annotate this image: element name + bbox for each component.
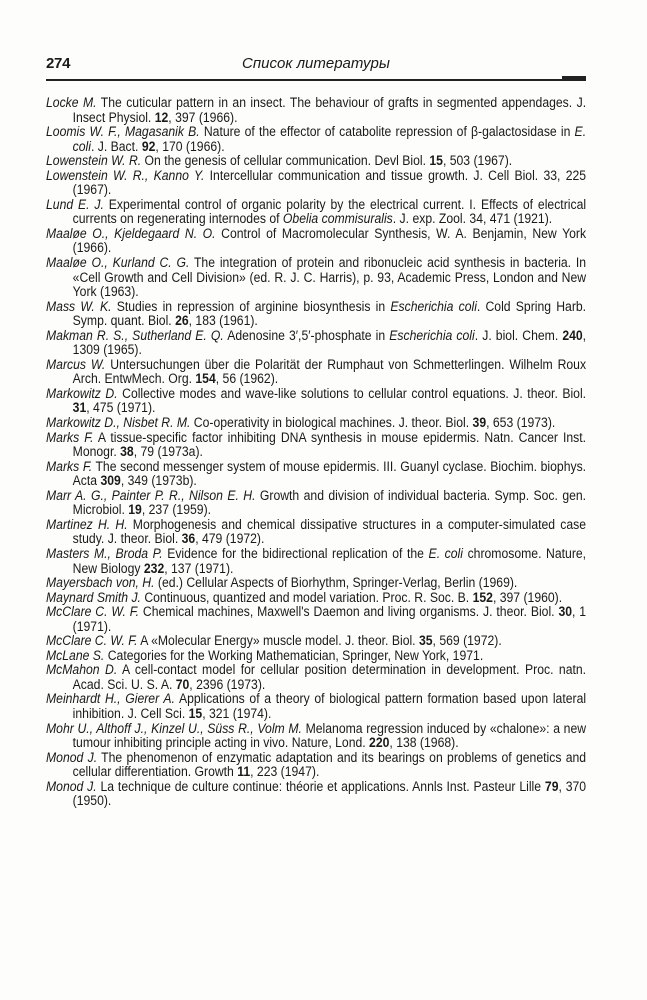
reference-text: , 223 (1947). xyxy=(250,764,320,781)
reference-entry xyxy=(46,387,586,416)
reference-authors: Maynard Smith J. xyxy=(46,589,141,606)
reference-authors: Mayersbach von, H. xyxy=(46,575,155,592)
reference-text: A tissue-specific factor inhibiting DNA synthesis in mouse epidermis. Natn. Cancer Inst. Monogr. xyxy=(72,429,587,461)
reference-authors: McLane S. xyxy=(46,647,105,664)
reference-authors: Masters M., Broda P. xyxy=(46,545,163,562)
reference-entry xyxy=(46,780,586,809)
reference-authors: Locke M. xyxy=(46,95,97,111)
reference-text: The integration of protein and ribonucleic acid synthesis in bacteria. In «Cell Growth and Cell Division» (ed. R. J. C. Harris), p. 93, Academic Press, London and New York (1963). xyxy=(72,255,587,301)
reference-volume: 70 xyxy=(175,676,190,693)
reference-entry xyxy=(46,591,586,606)
reference-volume: 154 xyxy=(195,371,216,388)
reference-authors: Monod J. xyxy=(46,749,98,766)
reference-volume: 240 xyxy=(562,327,583,344)
reference-text: Continuous, quantized and model variation. Proc. R. Soc. B. xyxy=(140,589,473,606)
page-header xyxy=(46,55,586,77)
reference-authors: Lowenstein W. R., Kanno Y. xyxy=(46,167,205,184)
reference-text: . Cold Spring Harb. Symp. quant. Biol. xyxy=(72,298,587,330)
reference-text: . J. exp. Zool. 34, 471 (1921). xyxy=(392,211,553,228)
reference-list xyxy=(46,96,586,809)
reference-text: Morphogenesis and chemical dissipative structures in a computer-simulated case study. J. theor. Biol. xyxy=(72,516,587,548)
reference-entry xyxy=(46,256,586,300)
reference-authors: McMahon D. xyxy=(46,662,118,679)
reference-entry xyxy=(46,547,586,576)
reference-entry xyxy=(46,96,586,125)
reference-text: (ed.) Cellular Aspects of Biorhythm, Springer-Verlag, Berlin (1969). xyxy=(154,575,518,592)
reference-volume: 92 xyxy=(141,138,156,155)
reference-authors: Lowenstein W. R. xyxy=(46,153,142,170)
reference-authors: Meinhardt H., Gierer A. xyxy=(46,691,175,708)
page-number: 274 xyxy=(46,55,71,72)
reference-volume: 19 xyxy=(128,502,142,519)
header-rule-ornament xyxy=(562,76,586,80)
reference-entry xyxy=(46,649,586,664)
reference-text: A «Molecular Energy» muscle model. J. theor. Biol. xyxy=(137,633,419,650)
reference-entry xyxy=(46,154,586,169)
reference-text: , 137 (1971). xyxy=(164,560,234,577)
reference-text: A cell-contact model for cellular position determination in development. Proc. natn. Acad. Sci. U. S. A. xyxy=(72,662,587,693)
reference-text: Control of Macromolecular Synthesis, W. A. Benjamin, New York (1966). xyxy=(72,225,587,257)
reference-italic-term: Escherichia coli xyxy=(389,327,475,344)
reference-entry xyxy=(46,692,586,721)
reference-entry xyxy=(46,198,586,227)
reference-authors: Mass W. K. xyxy=(46,298,112,315)
reference-text: Applications of a theory of biological pattern formation based upon lateral inhibition. J. Cell Sci. xyxy=(72,691,587,722)
reference-entry xyxy=(46,358,586,387)
reference-entry xyxy=(46,416,586,431)
reference-italic-term: E. coli xyxy=(428,545,463,562)
reference-volume: 15 xyxy=(429,153,443,170)
reference-text: Studies in repression of arginine biosynthesis in xyxy=(111,298,391,315)
reference-italic-term: Escherichia coli xyxy=(390,298,477,315)
reference-volume: 36 xyxy=(181,531,196,548)
reference-entry xyxy=(46,751,586,780)
reference-volume: 220 xyxy=(369,735,390,752)
reference-text: Intercellular communication and tissue growth. J. Cell Biol. 33, 225 (1967). xyxy=(72,167,587,199)
reference-volume: 35 xyxy=(418,633,433,650)
reference-text: Evidence for the bidirectional replication of the xyxy=(162,545,429,562)
reference-authors: Maaløe O., Kjeldegaard N. O. xyxy=(46,225,216,242)
reference-authors: Martinez H. H. xyxy=(46,516,128,533)
reference-text: , 2396 (1973). xyxy=(189,676,266,693)
header-rule xyxy=(46,79,586,81)
reference-volume: 31 xyxy=(72,400,87,417)
reference-text: , 170 (1966). xyxy=(155,138,225,155)
reference-text: , 321 (1974). xyxy=(202,705,272,722)
reference-text: , 475 (1971). xyxy=(86,400,156,417)
reference-entry xyxy=(46,300,586,329)
reference-authors: Lund E. J. xyxy=(46,196,104,213)
reference-volume: 38 xyxy=(120,444,134,461)
reference-entry xyxy=(46,489,586,518)
reference-text: , 397 (1966). xyxy=(168,109,238,126)
reference-entry xyxy=(46,169,586,198)
reference-text: , 1 (1971). xyxy=(72,604,587,635)
reference-authors: Monod J. xyxy=(46,778,97,795)
reference-authors: Marr A. G., Painter P. R., Nilson E. H. xyxy=(46,487,256,504)
reference-authors: Marcus W. xyxy=(46,356,106,373)
reference-authors: Markowitz D. xyxy=(46,385,118,402)
reference-entry xyxy=(46,125,586,154)
reference-volume: 15 xyxy=(188,705,203,722)
reference-entry xyxy=(46,634,586,649)
reference-text: Chemical machines, Maxwell's Daemon and living organisms. J. theor. Biol. xyxy=(139,604,559,621)
reference-volume: 26 xyxy=(175,313,189,330)
reference-authors: Marks F. xyxy=(46,458,93,475)
reference-entry xyxy=(46,460,586,489)
reference-entry xyxy=(46,431,586,460)
reference-entry xyxy=(46,663,586,692)
reference-volume: 152 xyxy=(472,589,493,606)
reference-authors: Marks F. xyxy=(46,429,94,446)
reference-text: , 349 (1973b). xyxy=(120,473,197,490)
reference-text: . J. biol. Chem. xyxy=(474,327,563,344)
reference-text: , 183 (1961). xyxy=(188,313,258,330)
reference-text: On the genesis of cellular communication. Devl Biol. xyxy=(141,153,430,170)
reference-text: , 479 (1972). xyxy=(195,531,265,548)
reference-text: Growth and division of individual bacteria. Symp. Soc. gen. Microbiol. xyxy=(72,487,587,519)
reference-text: Untersuchungen über die Polarität der Rumphaut von Schmetterlingen. Wilhelm Roux Arch. EntwMech. Org. xyxy=(72,356,587,388)
reference-text: , 653 (1973). xyxy=(486,415,556,432)
reference-text: Melanoma regression induced by «chalone»: a new tumour inhibiting principle acting in vivo. Nature, Lond. xyxy=(72,720,587,752)
reference-text: The phenomenon of enzymatic adaptation and its bearings on problems of genetics and cellular differentiation. Growth xyxy=(72,749,587,781)
reference-entry xyxy=(46,605,586,634)
reference-text: Co-operativity in biological machines. J. theor. Biol. xyxy=(190,415,473,432)
reference-text: . J. Bact. xyxy=(90,138,142,155)
reference-entry xyxy=(46,329,586,358)
reference-entry xyxy=(46,227,586,256)
reference-text: The second messenger system of mouse epidermis. III. Guanyl cyclase. Biochim. biophys. Acta xyxy=(72,458,587,490)
reference-volume: 11 xyxy=(237,764,251,781)
reference-authors: McClare C. W. F. xyxy=(46,604,140,621)
reference-volume: 30 xyxy=(558,604,573,621)
reference-text: , 370 (1950). xyxy=(72,778,587,810)
reference-authors: Markowitz D., Nisbet R. M. xyxy=(46,415,191,432)
reference-entry xyxy=(46,518,586,547)
reference-text: Collective modes and wave-like solutions to cellular control equations. J. theor. Biol. xyxy=(117,385,587,402)
reference-text: La technique de culture continue: théorie et applications. Annls Inst. Pasteur Lille xyxy=(96,778,545,795)
reference-text: , 237 (1959). xyxy=(141,502,212,519)
reference-text: The cuticular pattern in an insect. The behaviour of grafts in segmented appendages. J. Insect Physiol. xyxy=(72,95,587,126)
reference-authors: McClare C. W. F. xyxy=(46,633,138,650)
reference-italic-term: Obelia commisuralis xyxy=(282,211,393,228)
reference-volume: 232 xyxy=(143,560,165,577)
reference-volume: 39 xyxy=(472,415,487,432)
reference-text: , 56 (1962). xyxy=(215,371,279,388)
reference-text: Nature of the effector of catabolite repression of β-galactosidase in xyxy=(199,124,575,141)
reference-authors: Maaløe O., Kurland C. G. xyxy=(46,255,190,272)
reference-italic-term: E. coli xyxy=(72,124,587,155)
reference-volume: 309 xyxy=(100,473,121,490)
reference-text: , 1309 (1965). xyxy=(72,327,587,359)
reference-authors: Loomis W. F., Magasanik B. xyxy=(46,124,200,141)
reference-entry xyxy=(46,576,586,591)
reference-text: chromosome. Nature, New Biology xyxy=(72,545,587,577)
running-title: Список литературы xyxy=(242,55,390,72)
reference-volume: 79 xyxy=(544,778,559,795)
reference-text: Adenosine 3′,5′-phosphate in xyxy=(223,327,390,344)
reference-text: , 138 (1968). xyxy=(389,735,459,752)
reference-authors: Makman R. S., Sutherland E. Q. xyxy=(46,327,224,344)
reference-text: , 503 (1967). xyxy=(442,153,513,170)
reference-text: Categories for the Working Mathematician, Springer, New York, 1971. xyxy=(104,647,484,664)
reference-text: , 79 (1973a). xyxy=(133,444,203,461)
reference-entry xyxy=(46,722,586,751)
reference-authors: Mohr U., Althoff J., Kinzel U., Süss R., Volm M. xyxy=(46,720,302,737)
reference-text: , 397 (1960). xyxy=(492,589,563,606)
reference-text: , 569 (1972). xyxy=(432,633,502,650)
reference-volume: 12 xyxy=(154,109,169,126)
reference-text: Experimental control of organic polarity by the electrical current. I. Effects of electrical currents on regenerating internodes of xyxy=(72,196,587,228)
